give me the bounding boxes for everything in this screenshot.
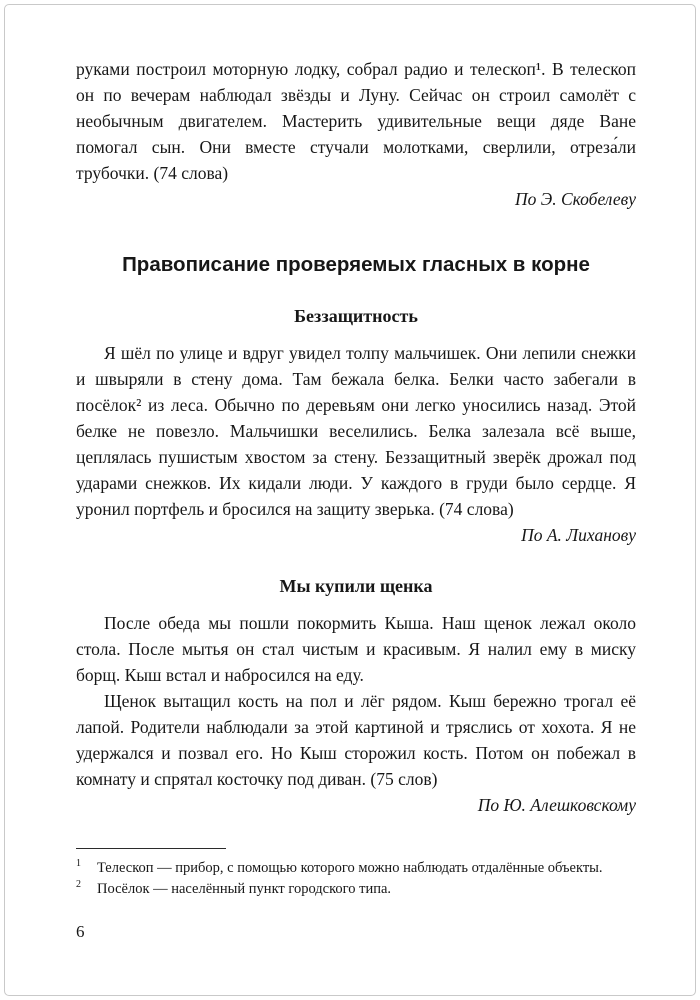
story-2-attribution: По Ю. Алешковскому	[477, 795, 636, 815]
footnote-divider	[76, 848, 226, 849]
footnote-1	[76, 858, 636, 879]
section-title: Правописание проверяемых гласных в корне	[122, 253, 590, 276]
footnote-2	[76, 879, 636, 900]
story-title-2: Мы купили щенка	[279, 576, 433, 596]
story-title-1: Беззащитность	[294, 306, 418, 326]
footnote-1-marker: 1	[76, 858, 81, 870]
story-2-paragraph-1: После обеда мы пошли покормить Кыша. Наш щенок лежал около стола. После мытья он стал чистым и красивым. Я налил ему в миску борщ. Кыш встал и набросился на еду.	[76, 613, 636, 685]
footnote-1-text: Телескоп — прибор, с помощью которого можно наблюдать отдалённые объекты.	[97, 860, 603, 876]
footnotes	[76, 858, 636, 900]
story-1-paragraph-1: Я шёл по улице и вдруг увидел толпу мальчишек. Они лепили снежки и швыряли в стену дома. Там бежала белка. Белки часто забегали в посёлок² из леса. Обычно по деревьям они легко уносились назад. Этой белке не повезло. Мальчишки веселились. Белка залезала всё выше, цеплялась пушистым хвостом за стену. Беззащитный зверёк дрожал под ударами снежков. Их кидали люди. У каждого в груди было сердце. Я уронил портфель и бросился на защиту зверька. (74 слова)	[76, 343, 636, 519]
intro-attribution: По Э. Скобелеву	[514, 189, 636, 209]
story-2-paragraph-2: Щенок вытащил кость на пол и лёг рядом. Кыш бережно трогал её лапой. Родители наблюдали за этой картиной и тряслись от хохота. Я не удержался и позвал его. Но Кыш сторожил кость. Потом он побежал в комнату и спрятал косточку под диван. (75 слов)	[76, 691, 636, 789]
footnote-2-marker: 2	[76, 879, 81, 891]
footnote-2-text: Посёлок — населённый пункт городского типа.	[97, 881, 392, 897]
page-content	[76, 56, 636, 900]
page-number: 6	[76, 922, 85, 941]
intro-paragraph: руками построил моторную лодку, собрал радио и телескоп¹. В телескоп он по вечерам наблюдал звёзды и Луну. Сейчас он строил самолёт с необычным двигателем. Мастерить удивительные вещи дяде Ване помогал сын. Они вместе стучали молотками, сверлили, отреза́ли трубочки. (74 слова)	[76, 59, 636, 183]
story-1-attribution: По А. Лиханову	[521, 525, 636, 545]
